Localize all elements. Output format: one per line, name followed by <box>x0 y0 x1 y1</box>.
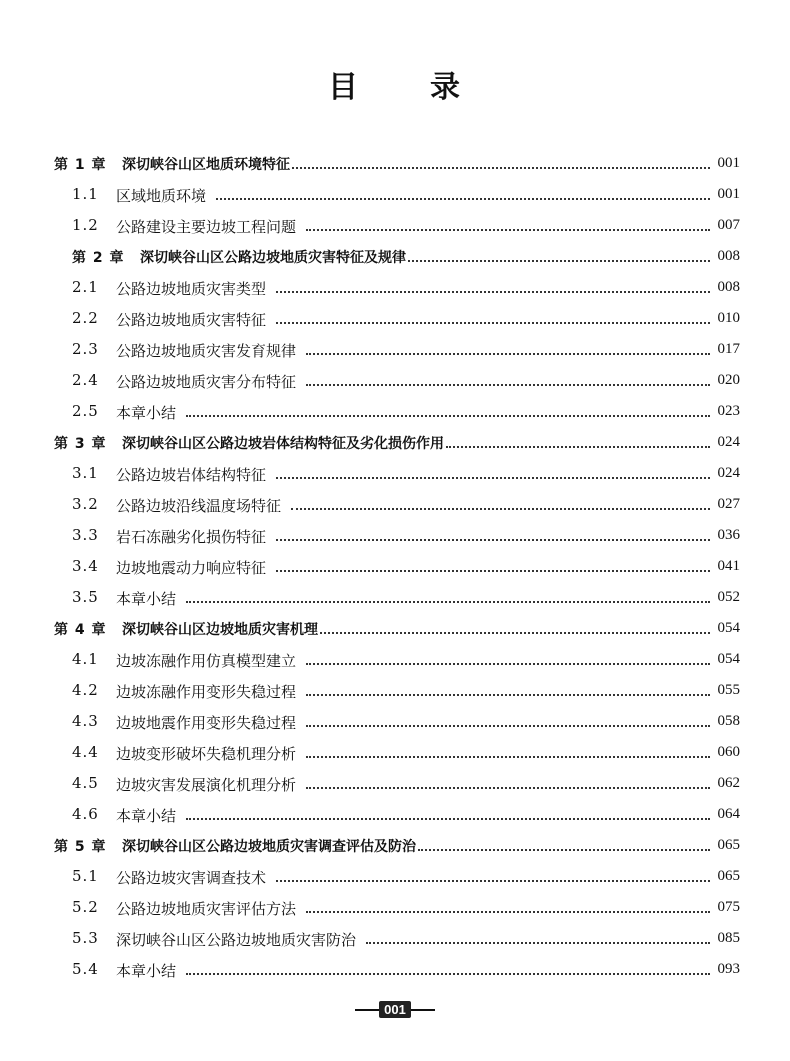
toc-page-number: 007 <box>717 217 740 233</box>
toc-leader-dots <box>306 724 710 727</box>
toc-leader-dots <box>366 941 710 944</box>
toc-page-number: 008 <box>717 279 740 295</box>
toc-section-row[interactable] <box>0 862 790 893</box>
page-title <box>0 62 790 106</box>
toc-leader-dots <box>276 476 710 479</box>
toc-section-row[interactable] <box>0 738 790 769</box>
toc-entry-title: 边坡地震作用变形失稳过程 <box>116 714 297 732</box>
toc-page-number: 065 <box>717 868 740 884</box>
toc-entry-title: 本章小结 <box>116 807 177 825</box>
toc-leader-dots <box>276 290 710 293</box>
toc-page-number: 062 <box>717 775 740 791</box>
toc-entry-number: 第 1 章 <box>54 157 107 173</box>
toc-entry-number: 第 4 章 <box>54 622 107 638</box>
toc-page-number: 020 <box>717 372 740 388</box>
toc-page-number: 036 <box>717 527 740 543</box>
toc-entry-title: 区域地质环境 <box>116 187 207 205</box>
toc-leader-dots <box>292 166 710 169</box>
title-char-2: 录 <box>430 70 462 105</box>
toc-entry-number: 4.5 <box>72 774 99 792</box>
toc-section-row[interactable] <box>0 676 790 707</box>
toc-entry-title: 边坡冻融作用变形失稳过程 <box>116 683 297 701</box>
toc-page-number: 060 <box>717 744 740 760</box>
toc-leader-dots <box>186 972 710 975</box>
toc-section-row[interactable] <box>0 552 790 583</box>
toc-leader-dots <box>276 879 710 882</box>
toc-section-row[interactable] <box>0 273 790 304</box>
toc-entry-title: 深切峡谷山区公路边坡地质灾害防治 <box>116 931 357 949</box>
toc-chapter-row[interactable] <box>0 149 790 180</box>
toc-leader-dots <box>446 445 710 448</box>
toc-leader-dots <box>276 569 710 572</box>
toc-entry-number: 第 3 章 <box>54 436 107 452</box>
toc-entry-title: 公路边坡沿线温度场特征 <box>116 497 282 515</box>
toc-page-number: 017 <box>717 341 740 357</box>
toc-entry-title: 深切峡谷山区公路边坡地质灾害调查评估及防治 <box>122 839 416 855</box>
toc-entry-title: 边坡冻融作用仿真模型建立 <box>116 652 297 670</box>
toc-entry-number: 4.6 <box>72 805 99 823</box>
toc-entry-number: 2.3 <box>72 340 99 358</box>
toc-leader-dots <box>306 383 710 386</box>
toc-entry-number: 2.1 <box>72 278 99 296</box>
toc-leader-dots <box>320 631 710 634</box>
toc-leader-dots <box>408 259 710 262</box>
toc-entry-number: 1.1 <box>72 185 99 203</box>
toc-section-row[interactable] <box>0 490 790 521</box>
toc-section-row[interactable] <box>0 366 790 397</box>
toc-entry-title: 本章小结 <box>116 962 177 980</box>
toc-entry-number: 2.4 <box>72 371 99 389</box>
toc-entry-title: 公路边坡地质灾害特征 <box>116 311 267 329</box>
toc-leader-dots <box>276 321 710 324</box>
toc-leader-dots <box>216 197 710 200</box>
toc-entry-number: 3.4 <box>72 557 99 575</box>
toc-leader-dots <box>186 414 710 417</box>
toc-entry-title: 边坡变形破坏失稳机理分析 <box>116 745 297 763</box>
toc-entry-number: 4.3 <box>72 712 99 730</box>
toc-entry-title: 边坡灾害发展演化机理分析 <box>116 776 297 794</box>
toc-page-number: 093 <box>717 961 740 977</box>
toc-entry-number: 5.1 <box>72 867 99 885</box>
toc-entry-number: 5.3 <box>72 929 99 947</box>
toc-page-number: 023 <box>717 403 740 419</box>
toc-entry-number: 3.5 <box>72 588 99 606</box>
toc-entry-number: 2.5 <box>72 402 99 420</box>
toc-page-number: 064 <box>717 806 740 822</box>
toc-leader-dots <box>186 817 710 820</box>
toc-section-row[interactable] <box>0 397 790 428</box>
toc-entry-number: 第 5 章 <box>54 839 107 855</box>
toc-page-number: 054 <box>717 651 740 667</box>
toc-page-number: 075 <box>717 899 740 915</box>
toc-entry-title: 岩石冻融劣化损伤特征 <box>116 528 267 546</box>
page-number: 001 <box>379 1001 411 1018</box>
footer-rule-left <box>355 1009 379 1011</box>
toc-section-row[interactable] <box>0 924 790 955</box>
toc-entry-title: 公路边坡地质灾害发育规律 <box>116 342 297 360</box>
toc-page-number: 024 <box>717 465 740 481</box>
toc-section-row[interactable] <box>0 707 790 738</box>
toc-leader-dots <box>306 755 710 758</box>
toc-section-row[interactable] <box>0 304 790 335</box>
toc-section-row[interactable] <box>0 769 790 800</box>
toc-leader-dots <box>306 786 710 789</box>
toc-leader-dots <box>306 910 710 913</box>
toc-entry-number: 3.1 <box>72 464 99 482</box>
toc-section-row[interactable] <box>0 335 790 366</box>
toc-leader-dots <box>186 600 710 603</box>
toc-page-number: 055 <box>717 682 740 698</box>
toc-leader-dots <box>276 538 710 541</box>
toc-chapter-row[interactable] <box>0 831 790 862</box>
toc-page-number: 052 <box>717 589 740 605</box>
toc-section-row[interactable] <box>0 521 790 552</box>
toc-page-number: 001 <box>717 186 740 202</box>
toc-entry-title: 本章小结 <box>116 404 177 422</box>
toc-leader-dots <box>306 662 710 665</box>
toc-leader-dots <box>291 507 710 510</box>
toc-entry-title: 公路边坡灾害调查技术 <box>116 869 267 887</box>
toc-chapter-row[interactable] <box>0 428 790 459</box>
toc-section-row[interactable] <box>0 800 790 831</box>
toc-entry-title: 深切峡谷山区边坡地质灾害机理 <box>122 622 318 638</box>
toc-section-row[interactable] <box>0 459 790 490</box>
toc-entry-title: 深切峡谷山区地质环境特征 <box>122 157 290 173</box>
toc-entry-title: 公路边坡地质灾害类型 <box>116 280 267 298</box>
toc-section-row[interactable] <box>0 955 790 986</box>
toc-entry-number: 4.2 <box>72 681 99 699</box>
toc-entry-title: 深切峡谷山区公路边坡岩体结构特征及劣化损伤作用 <box>122 436 444 452</box>
toc-page-number: 085 <box>717 930 740 946</box>
toc-page-number: 065 <box>717 837 740 853</box>
toc-chapter-row[interactable] <box>0 614 790 645</box>
toc-entry-number: 4.1 <box>72 650 99 668</box>
footer-rule-right <box>411 1009 435 1011</box>
toc-entry-title: 公路边坡地质灾害评估方法 <box>116 900 297 918</box>
toc-entry-number: 4.4 <box>72 743 99 761</box>
toc-chapter-row[interactable] <box>0 242 790 273</box>
page-footer <box>0 1001 790 1018</box>
toc-entry-number: 1.2 <box>72 216 99 234</box>
toc-page-number: 001 <box>717 155 740 171</box>
toc-section-row[interactable] <box>0 645 790 676</box>
toc-entry-number: 第 2 章 <box>72 250 125 266</box>
toc-page-number: 027 <box>717 496 740 512</box>
toc-leader-dots <box>306 693 710 696</box>
toc-entry-number: 5.2 <box>72 898 99 916</box>
toc-leader-dots <box>306 228 710 231</box>
toc-leader-dots <box>418 848 710 851</box>
toc-entry-title: 边坡地震动力响应特征 <box>116 559 267 577</box>
toc-entry-title: 本章小结 <box>116 590 177 608</box>
toc-page-number: 058 <box>717 713 740 729</box>
toc-section-row[interactable] <box>0 893 790 924</box>
toc-entry-number: 3.2 <box>72 495 99 513</box>
toc-entry-title: 深切峡谷山区公路边坡地质灾害特征及规律 <box>140 250 406 266</box>
toc-section-row[interactable] <box>0 583 790 614</box>
title-char-1: 目 <box>328 70 360 105</box>
toc-entry-title: 公路边坡岩体结构特征 <box>116 466 267 484</box>
toc-entry-number: 5.4 <box>72 960 99 978</box>
toc-entry-title: 公路边坡地质灾害分布特征 <box>116 373 297 391</box>
toc-page-number: 041 <box>717 558 740 574</box>
toc-leader-dots <box>306 352 710 355</box>
toc-page-number: 024 <box>717 434 740 450</box>
toc-page-number: 010 <box>717 310 740 326</box>
toc-entry-number: 2.2 <box>72 309 99 327</box>
toc-entry-title: 公路建设主要边坡工程问题 <box>116 218 297 236</box>
toc-page-number: 054 <box>717 620 740 636</box>
toc-entry-number: 3.3 <box>72 526 99 544</box>
toc-section-row[interactable] <box>0 211 790 242</box>
toc-section-row[interactable] <box>0 180 790 211</box>
toc-page-number: 008 <box>717 248 740 264</box>
